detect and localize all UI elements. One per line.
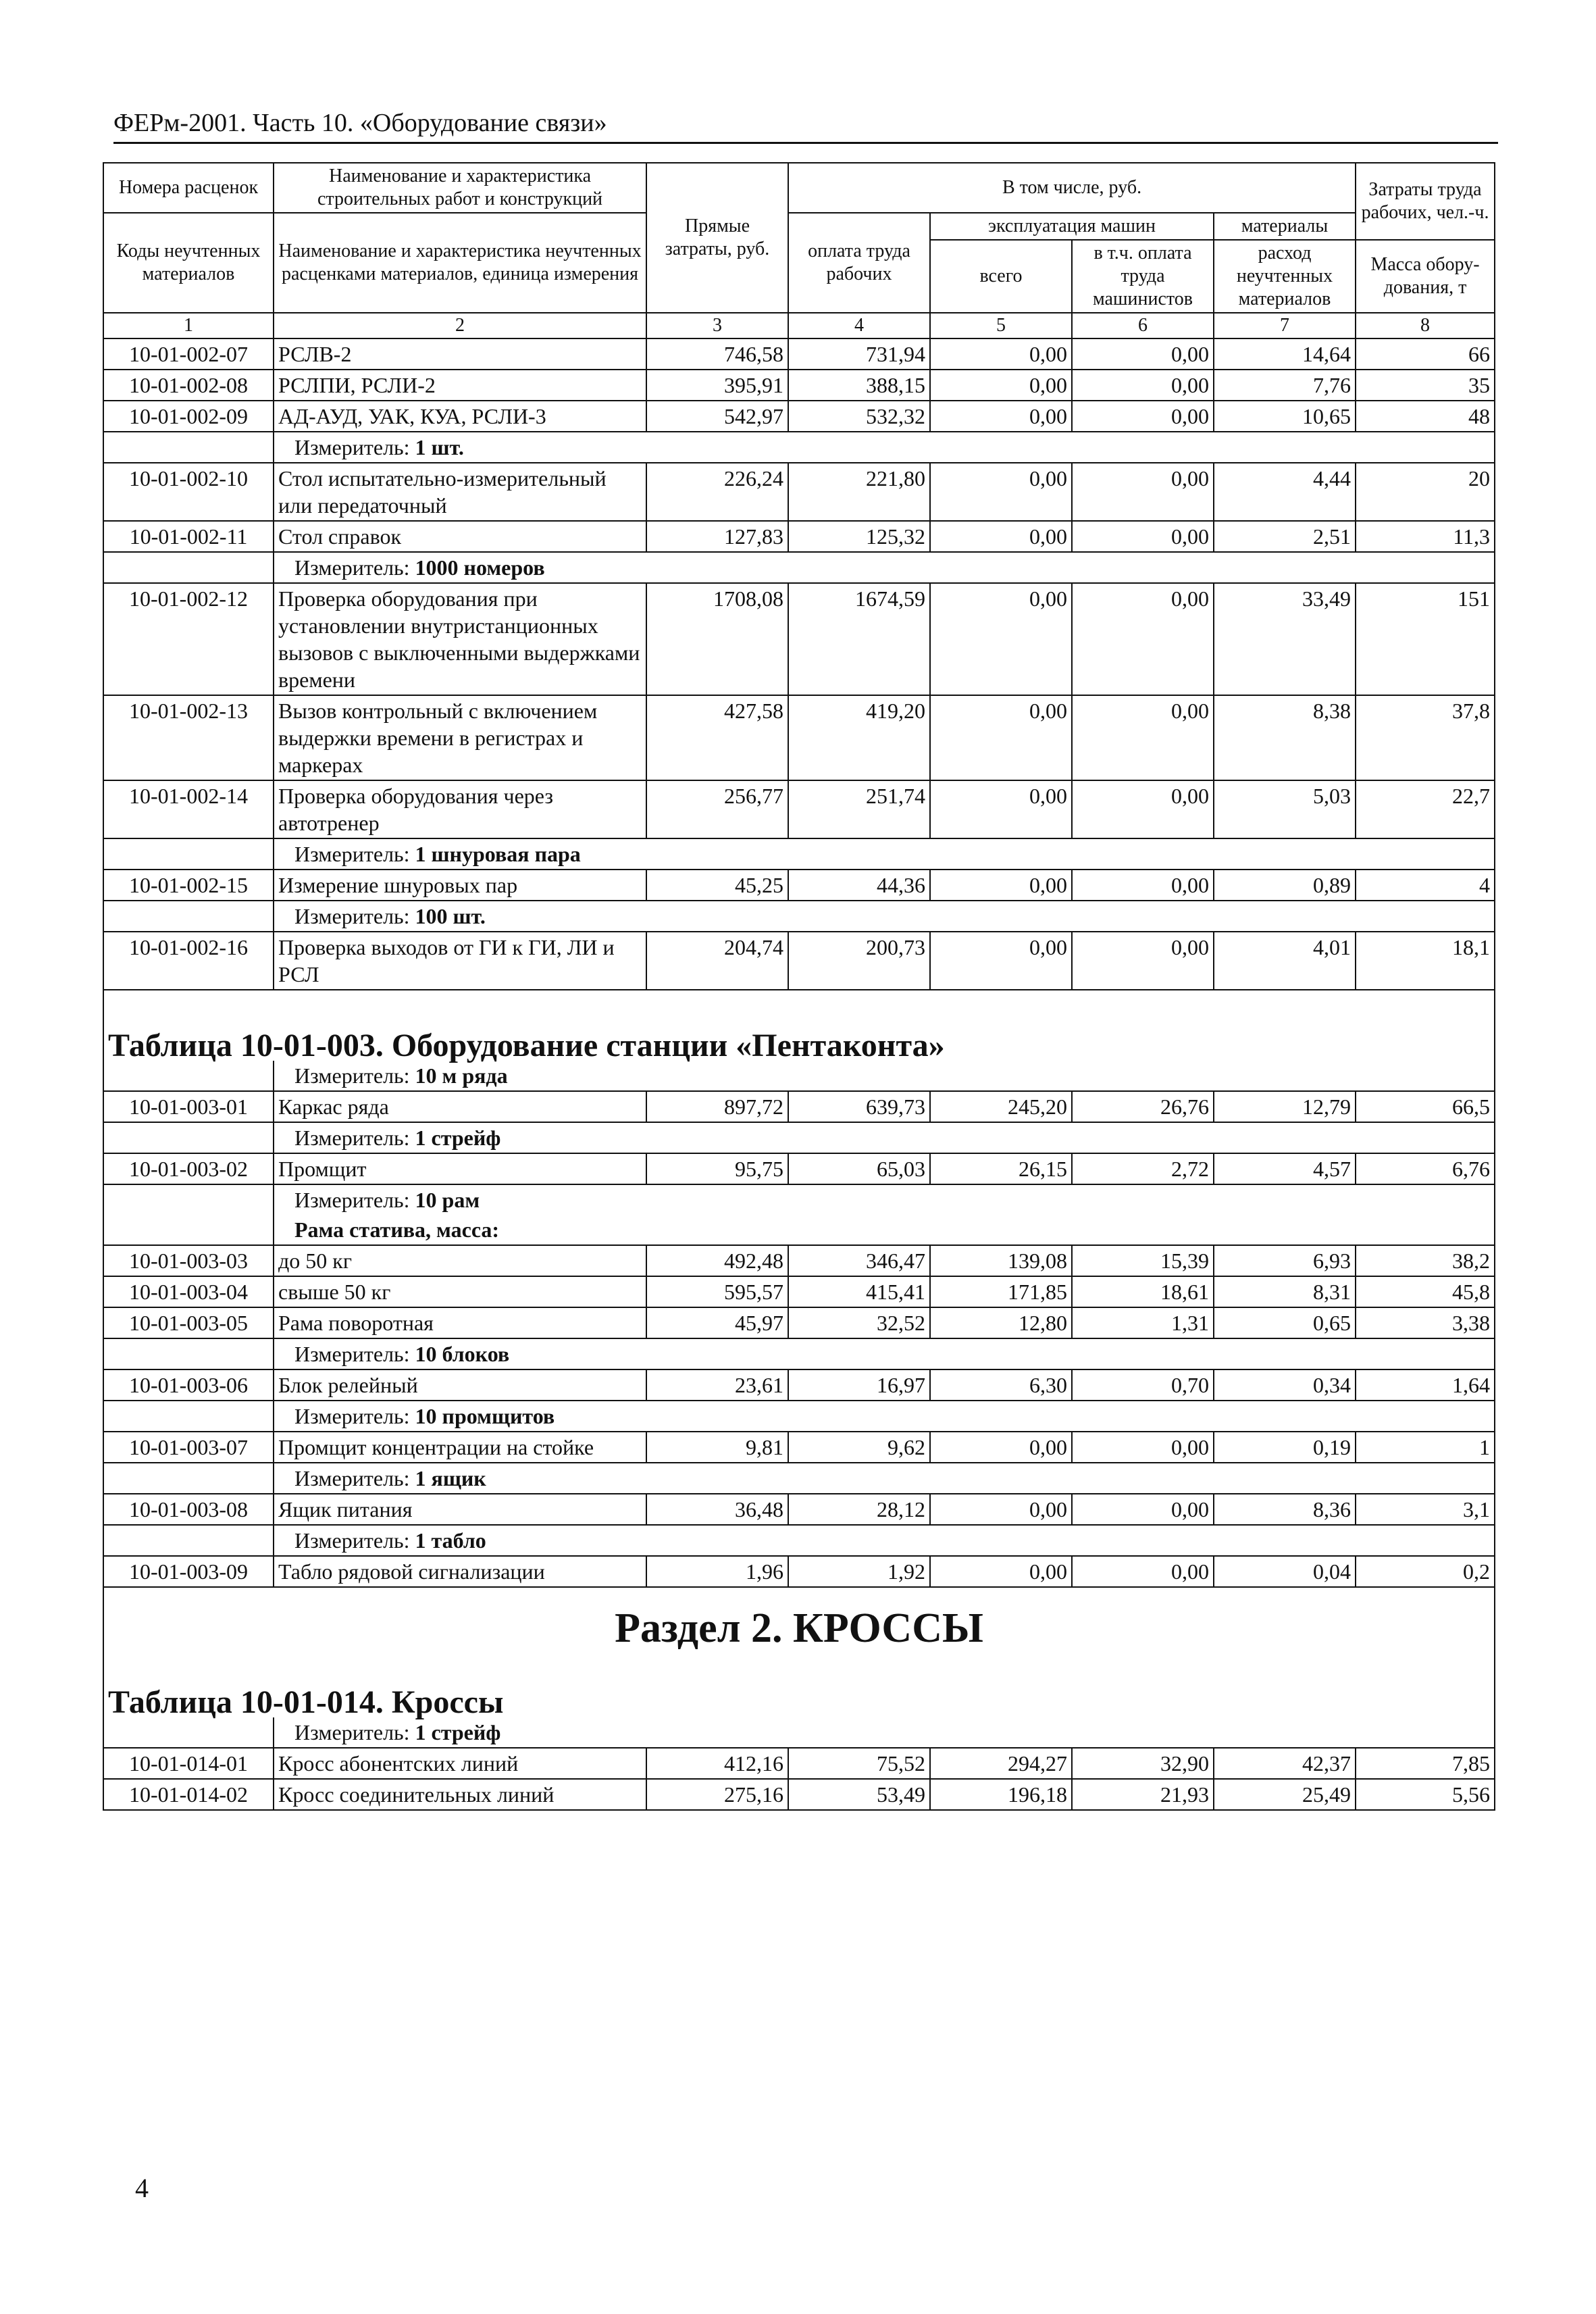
work-name: АД-АУД, УАК, КУА, РСЛИ-3	[274, 401, 646, 432]
value-cell: 53,49	[788, 1779, 930, 1810]
measure-label: Измеритель: 10 рам	[274, 1184, 1495, 1215]
value-cell: 0,00	[930, 1494, 1072, 1525]
value-cell: 2,51	[1214, 521, 1356, 552]
empty-cell	[103, 552, 274, 583]
work-name: Вызов контрольный с включением выдержки времени в регистрах и маркерах	[274, 695, 646, 780]
value-cell: 25,49	[1214, 1779, 1356, 1810]
measure-unit: 1 стрейф	[415, 1126, 501, 1150]
value-cell: 0,00	[930, 521, 1072, 552]
col-materials: материалы	[1214, 213, 1356, 240]
value-cell: 11,3	[1356, 521, 1495, 552]
rate-code: 10-01-002-07	[103, 338, 274, 370]
value-cell: 595,57	[646, 1276, 788, 1307]
title-row	[103, 1587, 1495, 1662]
measure-label: Измеритель: 1 стрейф	[274, 1717, 1495, 1748]
measure-row	[103, 1061, 1495, 1091]
table-header	[103, 163, 1495, 338]
empty-cell	[103, 432, 274, 463]
value-cell: 125,32	[788, 521, 930, 552]
empty-cell	[103, 901, 274, 932]
measure-unit: 10 рам	[415, 1188, 480, 1212]
empty-cell	[103, 1215, 274, 1245]
value-cell: 0,00	[930, 870, 1072, 901]
col-name-top: Наименование и характеристика строительных работ и конструкций	[274, 163, 646, 213]
table-row	[103, 338, 1495, 370]
measure-unit: 10 промщитов	[415, 1404, 555, 1428]
rate-code: 10-01-003-08	[103, 1494, 274, 1525]
measure-label: Рама статива, масса:	[274, 1215, 1495, 1245]
measure-row	[103, 838, 1495, 870]
value-cell: 0,00	[930, 1432, 1072, 1463]
rate-code: 10-01-003-09	[103, 1556, 274, 1587]
title-row	[103, 1005, 1495, 1061]
work-name: Кросс абонентских линий	[274, 1748, 646, 1779]
rate-code: 10-01-002-15	[103, 870, 274, 901]
value-cell: 45,8	[1356, 1276, 1495, 1307]
value-cell: 151	[1356, 583, 1495, 695]
value-cell: 294,27	[930, 1748, 1072, 1779]
work-name: Каркас ряда	[274, 1091, 646, 1122]
value-cell: 45,25	[646, 870, 788, 901]
rate-code: 10-01-002-10	[103, 463, 274, 521]
value-cell: 9,81	[646, 1432, 788, 1463]
value-cell: 1	[1356, 1432, 1495, 1463]
work-name: Проверка оборудования через автотренер	[274, 780, 646, 838]
value-cell: 26,76	[1072, 1091, 1214, 1122]
work-name: Стол справок	[274, 521, 646, 552]
value-cell: 1708,08	[646, 583, 788, 695]
measure-label: Измеритель: 1 шнуровая пара	[274, 838, 1495, 870]
empty-cell	[103, 1122, 274, 1153]
value-cell: 1,31	[1072, 1307, 1214, 1338]
col-name-bottom: Наименование и характеристика неучтенных расценками материалов, единица измерения	[274, 213, 646, 313]
value-cell: 1,96	[646, 1556, 788, 1587]
value-cell: 0,89	[1214, 870, 1356, 901]
value-cell: 9,62	[788, 1432, 930, 1463]
value-cell: 66,5	[1356, 1091, 1495, 1122]
col-direct: Прямые затраты, руб.	[646, 163, 788, 313]
col-machines: эксплуатация машин	[930, 213, 1214, 240]
value-cell: 226,24	[646, 463, 788, 521]
value-cell: 75,52	[788, 1748, 930, 1779]
table-row	[103, 780, 1495, 838]
value-cell: 275,16	[646, 1779, 788, 1810]
measure-label: Измеритель: 10 промщитов	[274, 1401, 1495, 1432]
empty-cell	[103, 1717, 274, 1748]
col-code-bottom: Коды неучтенных материалов	[103, 213, 274, 313]
measure-unit: 1 стрейф	[415, 1720, 501, 1744]
value-cell: 0,00	[1072, 695, 1214, 780]
value-cell: 1674,59	[788, 583, 930, 695]
empty-cell	[103, 1184, 274, 1215]
measure-unit: 1 шнуровая пара	[415, 842, 581, 866]
value-cell: 412,16	[646, 1748, 788, 1779]
value-cell: 0,65	[1214, 1307, 1356, 1338]
rate-code: 10-01-003-05	[103, 1307, 274, 1338]
value-cell: 33,49	[1214, 583, 1356, 695]
work-name: Промщит	[274, 1153, 646, 1184]
value-cell: 251,74	[788, 780, 930, 838]
value-cell: 731,94	[788, 338, 930, 370]
value-cell: 12,79	[1214, 1091, 1356, 1122]
value-cell: 26,15	[930, 1153, 1072, 1184]
measure-row	[103, 1184, 1495, 1215]
table-row	[103, 401, 1495, 432]
work-name: Промщит концентрации на стойке	[274, 1432, 646, 1463]
value-cell: 32,90	[1072, 1748, 1214, 1779]
value-cell: 4,57	[1214, 1153, 1356, 1184]
value-cell: 0,00	[930, 1556, 1072, 1587]
value-cell: 8,38	[1214, 695, 1356, 780]
empty-cell	[103, 1525, 274, 1556]
value-cell: 4,44	[1214, 463, 1356, 521]
value-cell: 0,34	[1214, 1369, 1356, 1401]
column-index: 8	[1356, 313, 1495, 338]
work-name: Кросс соединительных линий	[274, 1779, 646, 1810]
value-cell: 6,30	[930, 1369, 1072, 1401]
work-name: Ящик питания	[274, 1494, 646, 1525]
value-cell: 3,38	[1356, 1307, 1495, 1338]
work-name: Стол испытательно-измерительный или передаточный	[274, 463, 646, 521]
value-cell: 0,00	[930, 932, 1072, 990]
value-cell: 23,61	[646, 1369, 788, 1401]
value-cell: 419,20	[788, 695, 930, 780]
value-cell: 37,8	[1356, 695, 1495, 780]
col-materials-sub: расход неучтенных материалов	[1214, 240, 1356, 313]
table-row	[103, 370, 1495, 401]
col-mass: Масса обору-дования, т	[1356, 240, 1495, 313]
value-cell: 7,85	[1356, 1748, 1495, 1779]
value-cell: 532,32	[788, 401, 930, 432]
value-cell: 0,00	[930, 695, 1072, 780]
work-name: Рама поворотная	[274, 1307, 646, 1338]
rate-code: 10-01-002-11	[103, 521, 274, 552]
value-cell: 0,00	[930, 463, 1072, 521]
work-name: Блок релейный	[274, 1369, 646, 1401]
measure-unit: 100 шт.	[415, 904, 486, 928]
value-cell: 0,00	[930, 401, 1072, 432]
rate-code: 10-01-003-06	[103, 1369, 274, 1401]
value-cell: 66	[1356, 338, 1495, 370]
table-row	[103, 463, 1495, 521]
value-cell: 346,47	[788, 1245, 930, 1276]
rate-code: 10-01-002-12	[103, 583, 274, 695]
work-name: до 50 кг	[274, 1245, 646, 1276]
measure-row	[103, 1215, 1495, 1245]
col-code-top: Номера расценок	[103, 163, 274, 213]
table-row	[103, 1153, 1495, 1184]
measure-unit: 10 блоков	[415, 1342, 510, 1366]
value-cell: 0,00	[1072, 401, 1214, 432]
table-row	[103, 870, 1495, 901]
measure-row	[103, 1122, 1495, 1153]
value-cell: 542,97	[646, 401, 788, 432]
table-title: Таблица 10-01-014. Кроссы	[103, 1662, 1495, 1717]
value-cell: 746,58	[646, 338, 788, 370]
table-row	[103, 583, 1495, 695]
value-cell: 492,48	[646, 1245, 788, 1276]
value-cell: 45,97	[646, 1307, 788, 1338]
rate-code: 10-01-014-01	[103, 1748, 274, 1779]
measure-row	[103, 1463, 1495, 1494]
value-cell: 15,39	[1072, 1245, 1214, 1276]
column-index: 5	[930, 313, 1072, 338]
value-cell: 196,18	[930, 1779, 1072, 1810]
measure-label: Измеритель: 10 м ряда	[274, 1061, 1495, 1091]
rate-code: 10-01-003-07	[103, 1432, 274, 1463]
table-title: Таблица 10-01-003. Оборудование станции «Пентаконта»	[103, 1005, 1495, 1061]
table-body	[103, 338, 1495, 1810]
work-name: Табло рядовой сигнализации	[274, 1556, 646, 1587]
value-cell: 18,61	[1072, 1276, 1214, 1307]
value-cell: 95,75	[646, 1153, 788, 1184]
value-cell: 0,00	[1072, 932, 1214, 990]
price-table-frame	[103, 162, 1494, 1811]
value-cell: 204,74	[646, 932, 788, 990]
table-row	[103, 1276, 1495, 1307]
col-machines-operator: в т.ч. оплата труда машинистов	[1072, 240, 1214, 313]
value-cell: 0,2	[1356, 1556, 1495, 1587]
value-cell: 18,1	[1356, 932, 1495, 990]
measure-row	[103, 901, 1495, 932]
value-cell: 0,00	[1072, 463, 1214, 521]
rate-code: 10-01-002-09	[103, 401, 274, 432]
spacer-cell	[103, 990, 1495, 1005]
empty-cell	[103, 1463, 274, 1494]
value-cell: 2,72	[1072, 1153, 1214, 1184]
page-number: 4	[135, 2173, 149, 2203]
work-name: Измерение шнуровых пар	[274, 870, 646, 901]
measure-label: Измеритель: 1 ящик	[274, 1463, 1495, 1494]
col-including: В том числе, руб.	[788, 163, 1356, 213]
table-row	[103, 1432, 1495, 1463]
rate-code: 10-01-003-03	[103, 1245, 274, 1276]
measure-unit: 1 табло	[415, 1528, 486, 1553]
table-row	[103, 1556, 1495, 1587]
col-labor-cost: Затраты труда рабочих, чел.-ч.	[1356, 163, 1495, 240]
value-cell: 44,36	[788, 870, 930, 901]
value-cell: 171,85	[930, 1276, 1072, 1307]
value-cell: 32,52	[788, 1307, 930, 1338]
table-row	[103, 1748, 1495, 1779]
value-cell: 139,08	[930, 1245, 1072, 1276]
value-cell: 12,80	[930, 1307, 1072, 1338]
value-cell: 127,83	[646, 521, 788, 552]
value-cell: 388,15	[788, 370, 930, 401]
column-index-row	[103, 313, 1495, 338]
value-cell: 38,2	[1356, 1245, 1495, 1276]
col-machines-total: всего	[930, 240, 1072, 313]
value-cell: 7,76	[1214, 370, 1356, 401]
measure-unit: 1 шт.	[415, 435, 464, 459]
measure-label: Измеритель: 1 табло	[274, 1525, 1495, 1556]
value-cell: 10,65	[1214, 401, 1356, 432]
value-cell: 4	[1356, 870, 1495, 901]
rate-code: 10-01-002-14	[103, 780, 274, 838]
value-cell: 28,12	[788, 1494, 930, 1525]
rate-code: 10-01-002-08	[103, 370, 274, 401]
measure-label: Измеритель: 1 стрейф	[274, 1122, 1495, 1153]
work-name: свыше 50 кг	[274, 1276, 646, 1307]
rate-code: 10-01-003-02	[103, 1153, 274, 1184]
empty-cell	[103, 1061, 274, 1091]
value-cell: 20	[1356, 463, 1495, 521]
value-cell: 1,92	[788, 1556, 930, 1587]
empty-cell	[103, 1401, 274, 1432]
value-cell: 427,58	[646, 695, 788, 780]
measure-unit: 10 м ряда	[415, 1063, 508, 1088]
value-cell: 65,03	[788, 1153, 930, 1184]
value-cell: 6,76	[1356, 1153, 1495, 1184]
spacer-row	[103, 990, 1495, 1005]
measure-label: Измеритель: 1 шт.	[274, 432, 1495, 463]
column-index: 2	[274, 313, 646, 338]
work-name: РСЛПИ, РСЛИ-2	[274, 370, 646, 401]
measure-label: Измеритель: 100 шт.	[274, 901, 1495, 932]
value-cell: 48	[1356, 401, 1495, 432]
value-cell: 415,41	[788, 1276, 930, 1307]
table-row	[103, 695, 1495, 780]
value-cell: 0,00	[1072, 583, 1214, 695]
value-cell: 0,00	[1072, 1432, 1214, 1463]
value-cell: 200,73	[788, 932, 930, 990]
value-cell: 36,48	[646, 1494, 788, 1525]
value-cell: 0,00	[930, 370, 1072, 401]
value-cell: 3,1	[1356, 1494, 1495, 1525]
price-table	[103, 162, 1495, 1811]
value-cell: 395,91	[646, 370, 788, 401]
value-cell: 0,00	[1072, 370, 1214, 401]
value-cell: 245,20	[930, 1091, 1072, 1122]
rate-code: 10-01-003-01	[103, 1091, 274, 1122]
value-cell: 5,03	[1214, 780, 1356, 838]
value-cell: 897,72	[646, 1091, 788, 1122]
value-cell: 0,70	[1072, 1369, 1214, 1401]
column-index: 1	[103, 313, 274, 338]
value-cell: 1,64	[1356, 1369, 1495, 1401]
work-name: Проверка выходов от ГИ к ГИ, ЛИ и РСЛ	[274, 932, 646, 990]
value-cell: 256,77	[646, 780, 788, 838]
table-row	[103, 1245, 1495, 1276]
measure-row	[103, 1401, 1495, 1432]
value-cell: 0,00	[1072, 338, 1214, 370]
page-header: ФЕРм-2001. Часть 10. «Оборудование связи»	[113, 108, 1498, 144]
value-cell: 22,7	[1356, 780, 1495, 838]
measure-row	[103, 432, 1495, 463]
measure-row	[103, 1525, 1495, 1556]
table-row	[103, 1494, 1495, 1525]
rate-code: 10-01-003-04	[103, 1276, 274, 1307]
section-title: Раздел 2. КРОССЫ	[103, 1587, 1495, 1662]
table-row	[103, 1091, 1495, 1122]
value-cell: 0,00	[1072, 870, 1214, 901]
empty-cell	[103, 838, 274, 870]
value-cell: 0,00	[930, 780, 1072, 838]
empty-cell	[103, 1338, 274, 1369]
column-index: 4	[788, 313, 930, 338]
value-cell: 4,01	[1214, 932, 1356, 990]
value-cell: 0,00	[1072, 521, 1214, 552]
value-cell: 639,73	[788, 1091, 930, 1122]
measure-unit: 1000 номеров	[415, 555, 545, 580]
table-row	[103, 1369, 1495, 1401]
measure-label: Измеритель: 1000 номеров	[274, 552, 1495, 583]
value-cell: 0,00	[1072, 1556, 1214, 1587]
value-cell: 0,00	[1072, 780, 1214, 838]
value-cell: 0,19	[1214, 1432, 1356, 1463]
title-row	[103, 1662, 1495, 1717]
work-name: РСЛВ-2	[274, 338, 646, 370]
col-labor-pay: оплата труда рабочих	[788, 213, 930, 313]
value-cell: 35	[1356, 370, 1495, 401]
value-cell: 6,93	[1214, 1245, 1356, 1276]
value-cell: 5,56	[1356, 1779, 1495, 1810]
table-row	[103, 1779, 1495, 1810]
rate-code: 10-01-014-02	[103, 1779, 274, 1810]
measure-label: Измеритель: 10 блоков	[274, 1338, 1495, 1369]
measure-row	[103, 1717, 1495, 1748]
measure-row	[103, 1338, 1495, 1369]
value-cell: 16,97	[788, 1369, 930, 1401]
value-cell: 0,04	[1214, 1556, 1356, 1587]
value-cell: 0,00	[1072, 1494, 1214, 1525]
value-cell: 14,64	[1214, 338, 1356, 370]
column-index: 3	[646, 313, 788, 338]
table-row	[103, 1307, 1495, 1338]
column-index: 7	[1214, 313, 1356, 338]
value-cell: 221,80	[788, 463, 930, 521]
measure-row	[103, 552, 1495, 583]
value-cell: 0,00	[930, 583, 1072, 695]
value-cell: 8,31	[1214, 1276, 1356, 1307]
rate-code: 10-01-002-16	[103, 932, 274, 990]
table-row	[103, 932, 1495, 990]
measure-unit: 1 ящик	[415, 1466, 486, 1490]
value-cell: 42,37	[1214, 1748, 1356, 1779]
rate-code: 10-01-002-13	[103, 695, 274, 780]
work-name: Проверка оборудования при установлении внутристанционных вызовов с выключенными выдержками времени	[274, 583, 646, 695]
column-index: 6	[1072, 313, 1214, 338]
table-row	[103, 521, 1495, 552]
value-cell: 8,36	[1214, 1494, 1356, 1525]
value-cell: 0,00	[930, 338, 1072, 370]
value-cell: 21,93	[1072, 1779, 1214, 1810]
